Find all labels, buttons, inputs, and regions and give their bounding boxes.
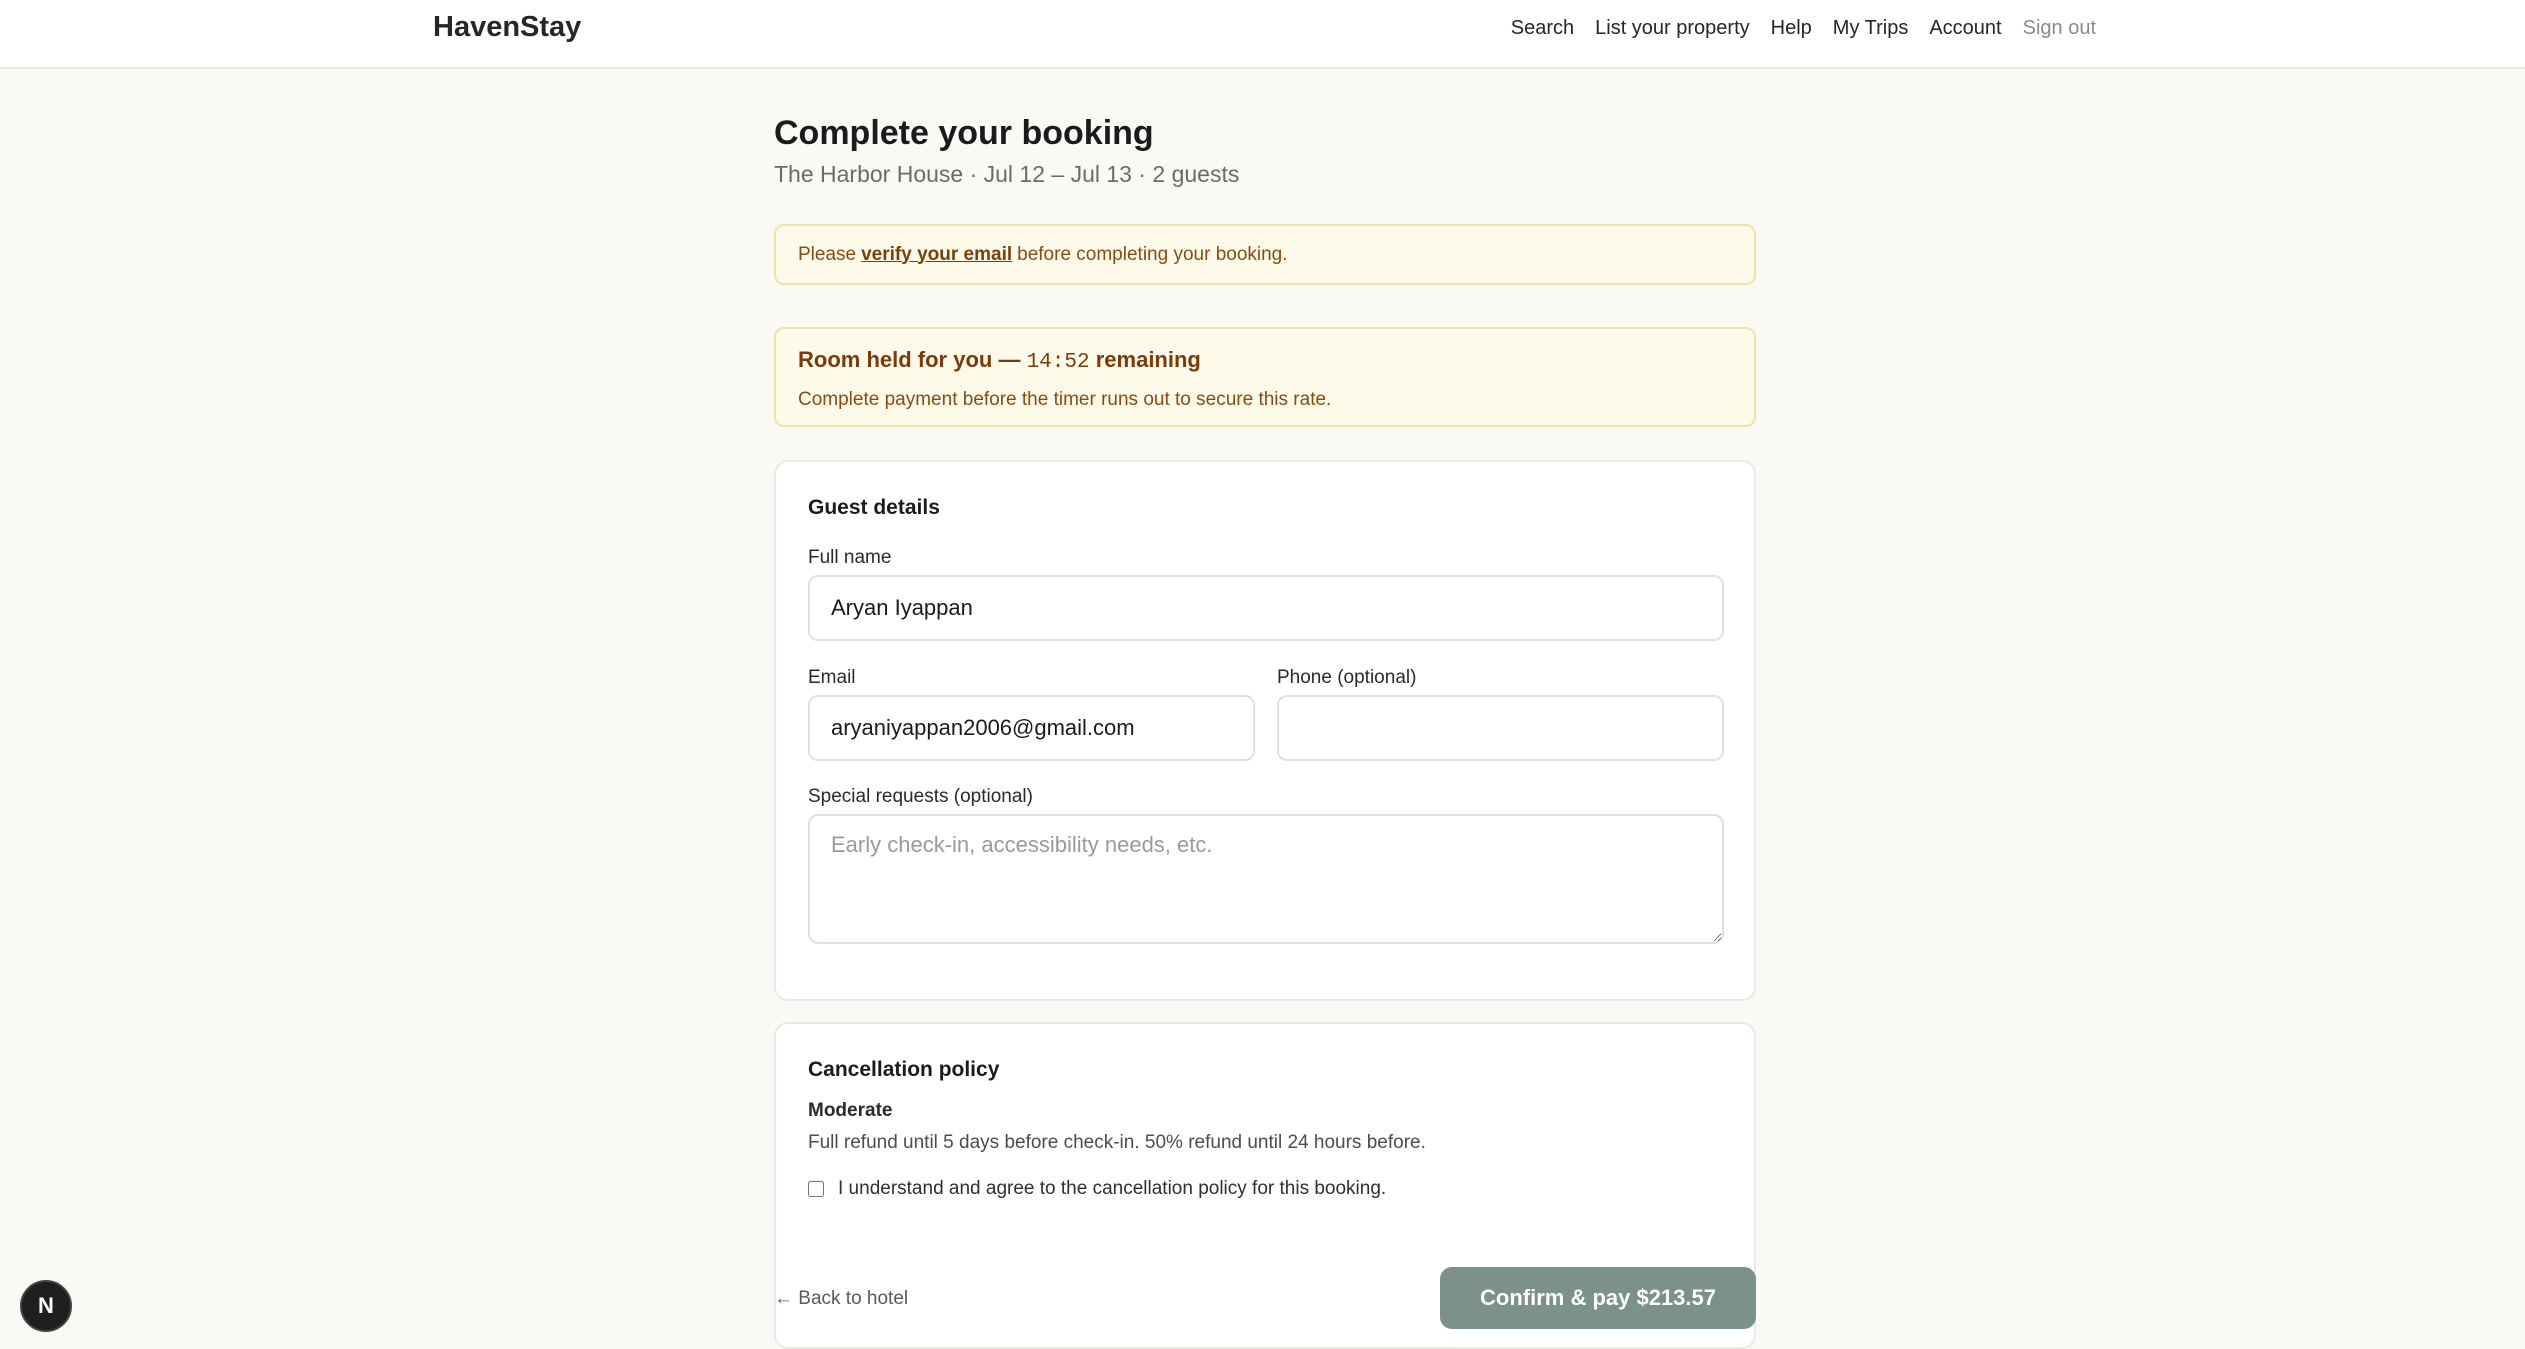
hold-title-suffix: remaining xyxy=(1095,347,1201,372)
brand-logo[interactable]: HavenStay xyxy=(433,11,582,43)
email-input[interactable] xyxy=(808,695,1255,761)
special-requests-textarea[interactable] xyxy=(808,814,1724,944)
special-requests-label: Special requests (optional) xyxy=(808,786,1033,807)
verify-email-alert xyxy=(774,224,1756,285)
header-nav xyxy=(1511,14,2096,42)
agree-policy-row[interactable] xyxy=(808,1178,1386,1200)
nav-help[interactable]: Help xyxy=(1770,17,1812,39)
verify-email-link[interactable]: verify your email xyxy=(861,243,1013,265)
confirm-and-pay-button[interactable]: Confirm & pay $213.57 xyxy=(1440,1267,1756,1329)
phone-input[interactable] xyxy=(1277,695,1724,761)
policy-name: Moderate xyxy=(808,1100,893,1121)
nav-list-property[interactable]: List your property xyxy=(1595,17,1750,39)
full-name-label: Full name xyxy=(808,547,892,568)
booking-summary-subtitle: The Harbor House · Jul 12 – Jul 13 · 2 guests xyxy=(774,161,1240,187)
verify-alert-suffix: before completing your booking. xyxy=(1017,243,1288,265)
email-label: Email xyxy=(808,667,856,688)
guest-details-card xyxy=(774,460,1756,1001)
phone-label: Phone (optional) xyxy=(1277,667,1417,688)
hold-title-prefix: Room held for you — xyxy=(798,347,1021,372)
full-name-input[interactable] xyxy=(808,575,1724,641)
nav-my-trips[interactable]: My Trips xyxy=(1832,17,1909,39)
nav-account[interactable]: Account xyxy=(1929,17,2002,39)
agree-policy-checkbox[interactable] xyxy=(808,1181,824,1197)
nav-sign-out[interactable]: Sign out xyxy=(2022,17,2096,39)
agree-policy-label: I understand and agree to the cancellation policy for this booking. xyxy=(838,1178,1387,1199)
hold-timer: 14:52 xyxy=(1026,351,1090,374)
room-hold-title xyxy=(798,345,1201,378)
back-to-hotel-link[interactable]: ← Back to hotel xyxy=(774,1288,909,1309)
guest-details-title: Guest details xyxy=(808,496,940,519)
page-title: Complete your booking xyxy=(774,114,1154,152)
verify-alert-prefix: Please xyxy=(798,243,857,265)
nextjs-dev-badge-icon[interactable]: N xyxy=(20,1280,72,1332)
policy-description: Full refund until 5 days before check-in. 50% refund until 24 hours before. xyxy=(808,1132,1426,1153)
room-hold-description: Complete payment before the timer runs out to secure this rate. xyxy=(798,389,1332,410)
room-hold-alert xyxy=(774,327,1756,427)
top-navigation-bar xyxy=(0,0,2525,69)
cancellation-policy-title: Cancellation policy xyxy=(808,1058,1000,1081)
nav-search[interactable]: Search xyxy=(1510,17,1575,39)
